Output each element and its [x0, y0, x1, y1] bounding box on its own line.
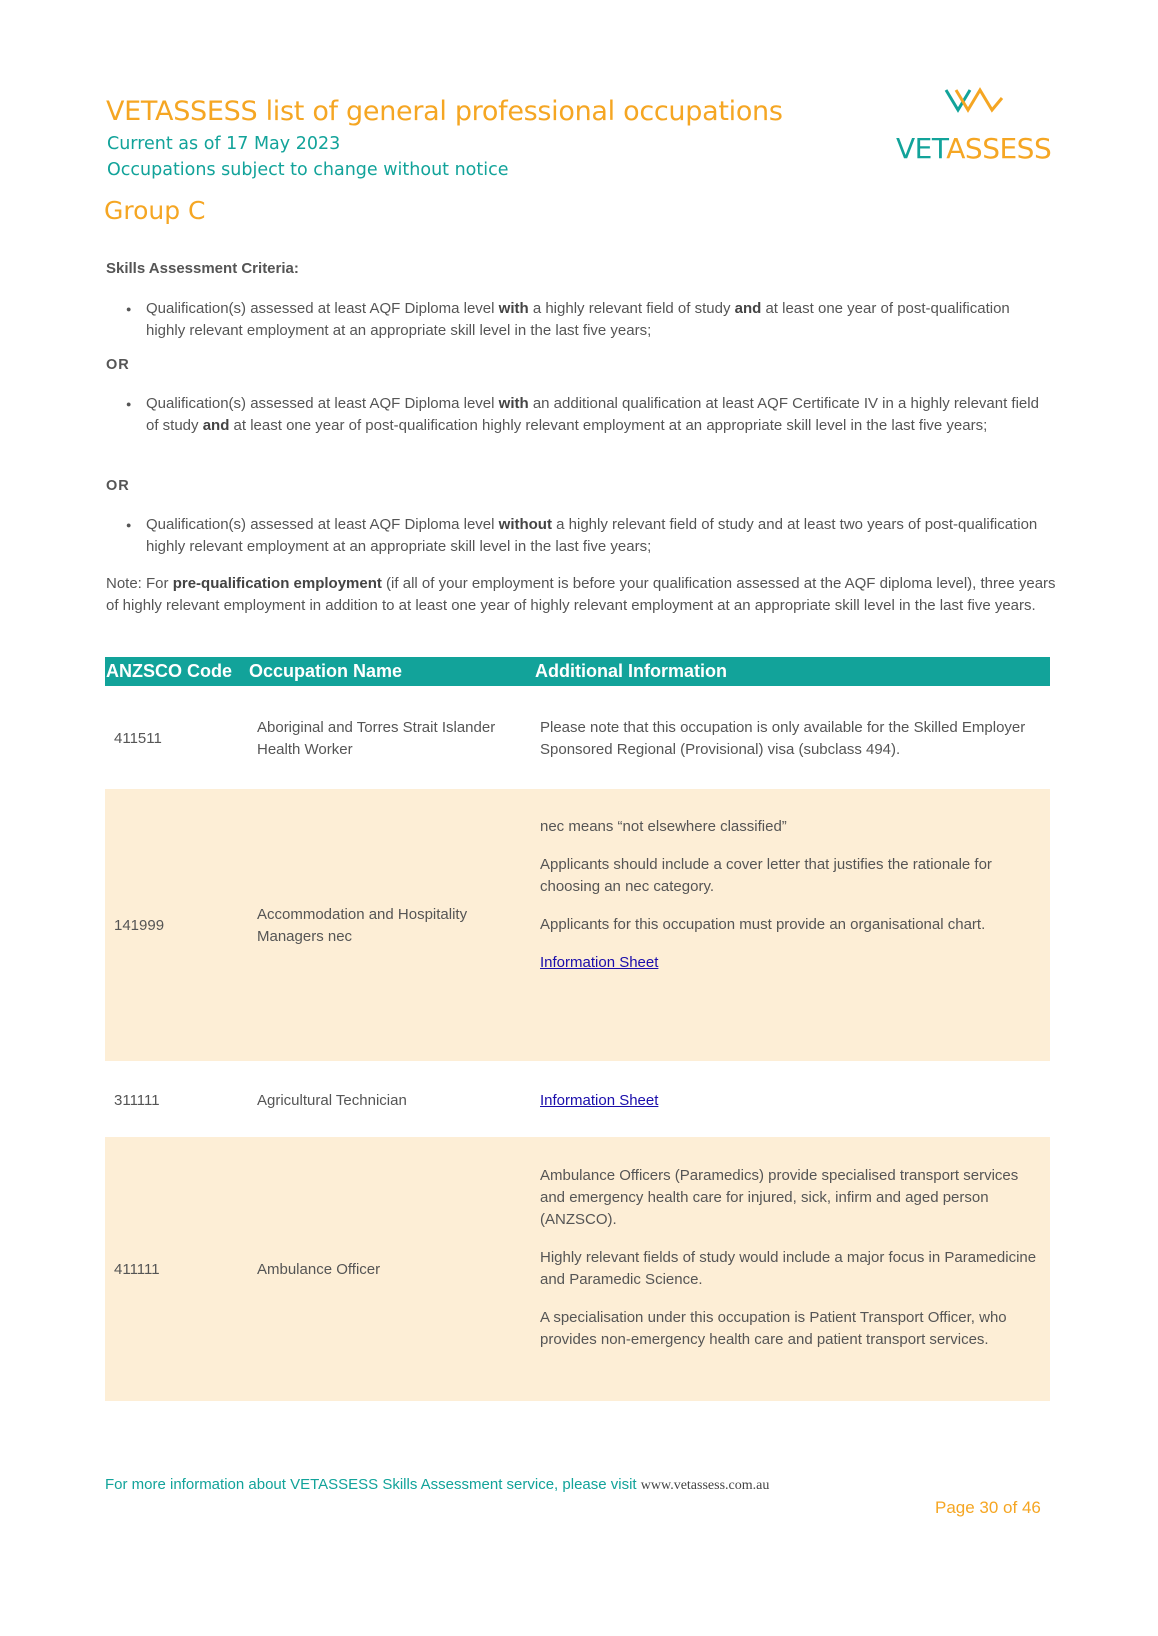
- criteria-bullet-2: ● Qualification(s) assessed at least AQF Diploma level with an additional qualification at least AQF Certificate IV in a highly relevant field of study and at least one year of post-qualification highly relevant employment at an appropriate skill level in the last five years;: [146, 393, 1051, 437]
- header-additional-info: Additional Information: [535, 661, 727, 681]
- criteria-bullet-3: ● Qualification(s) assessed at least AQF Diploma level without a highly relevant field of study and at least two years of post-qualification highly relevant employment at an appropriate skill level in the last five years;: [146, 514, 1051, 558]
- note-paragraph: Note: For pre-qualification employment (if all of your employment is before your qualification assessed at the AQF diploma level), three years of highly relevant employment in addition to at least one year of highly relevant employment at an appropriate skill level in the last five years.: [106, 575, 1056, 614]
- document-title: VETASSESS list of general professional occupations: [106, 96, 783, 127]
- anzsco-code: 411111: [114, 1261, 160, 1278]
- information-sheet-link[interactable]: Information Sheet: [540, 1092, 659, 1109]
- or-separator: OR: [106, 478, 130, 494]
- additional-info: Ambulance Officers (Paramedics) provide specialised transport services and emergency health care for injured, sick, infirm and aged person (ANZSCO). Highly relevant fields of study would include a major focus in Paramedicine and Paramedic Science. A specialisation under this occupation is Patient Transport Officer, who provides non-emergency health care and patient transport services.: [540, 1167, 1037, 1348]
- occupation-name: Agricultural Technician: [257, 1092, 407, 1109]
- occupation-name: Aboriginal and Torres Strait Islander Health Worker: [257, 719, 496, 758]
- anzsco-code: 411511: [114, 730, 162, 747]
- or-separator: OR: [106, 357, 130, 373]
- logo-wordmark: VETASSESS: [896, 132, 1052, 165]
- additional-info: Please note that this occupation is only available for the Skilled Employer Sponsored Regional (Provisional) visa (subclass 494).: [540, 719, 1026, 758]
- page-number: Page 30 of 46: [935, 1498, 1041, 1517]
- occupation-name: Ambulance Officer: [257, 1261, 381, 1278]
- change-notice: Occupations subject to change without notice: [107, 160, 509, 180]
- footer-url: www.vetassess.com.au: [640, 1478, 770, 1493]
- criteria-bullet-1: ● Qualification(s) assessed at least AQF Diploma level with a highly relevant field of study and at least one year of post-qualification highly relevant employment at an appropriate skill level in the last five years;: [146, 298, 1051, 342]
- criteria-heading: Skills Assessment Criteria:: [106, 260, 299, 277]
- anzsco-code: 311111: [114, 1092, 160, 1109]
- table-row: [105, 1062, 1050, 1136]
- table-row: [105, 789, 1050, 1061]
- header-occupation-name: Occupation Name: [249, 661, 403, 681]
- current-as-of: Current as of 17 May 2023: [107, 134, 341, 154]
- header-anzsco-code: ANZSCO Code: [106, 661, 232, 681]
- anzsco-code: 141999: [114, 917, 165, 934]
- table-row: [105, 1137, 1050, 1401]
- table-header: [105, 657, 1050, 686]
- additional-info: nec means “not elsewhere classified” Applicants should include a cover letter that justifies the rationale for choosing an nec category. Applicants for this occupation must provide an organisational chart. Information Sheet: [540, 818, 992, 971]
- group-heading: Group C: [104, 196, 206, 225]
- footer-text: For more information about VETASSESS Skills Assessment service, please visit www.vetassess.com.au: [105, 1476, 770, 1493]
- occupation-name: Accommodation and Hospitality Managers nec: [257, 906, 468, 945]
- additional-info: [540, 1090, 1045, 1112]
- table-row: [105, 700, 1050, 777]
- information-sheet-link[interactable]: Information Sheet: [540, 954, 659, 971]
